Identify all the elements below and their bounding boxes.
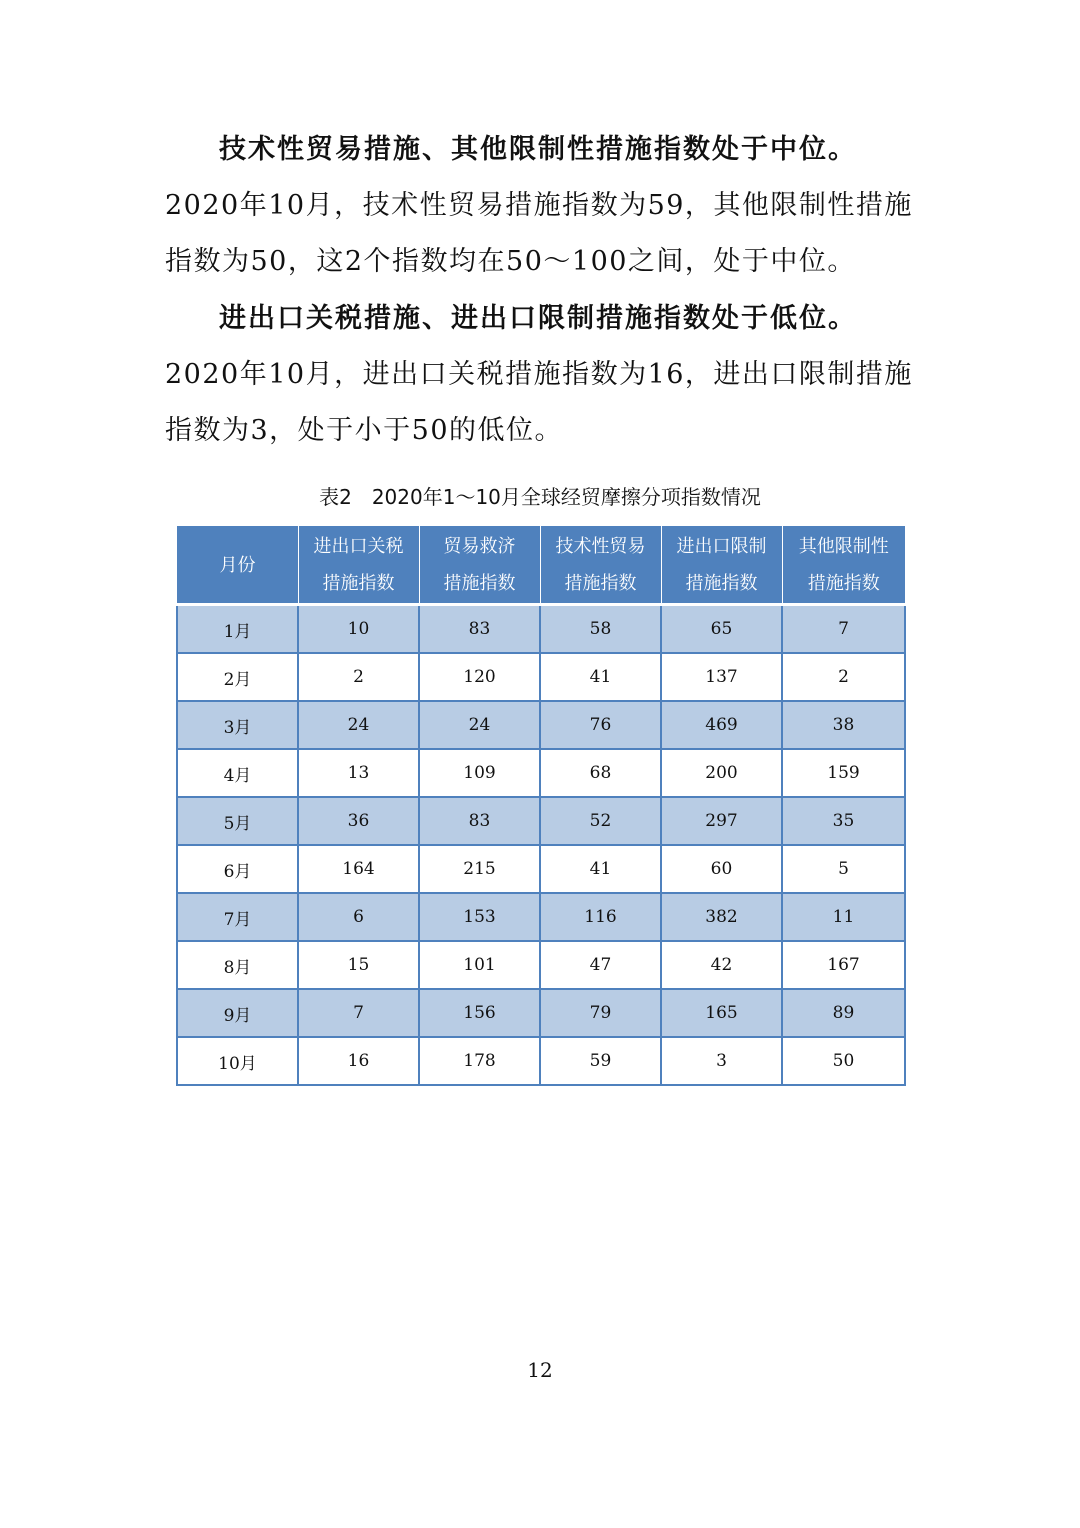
column-header-line: 措施指数 bbox=[322, 573, 395, 594]
table-row bbox=[177, 989, 905, 1037]
index-value-cell: 24 bbox=[419, 701, 540, 749]
index-value-cell: 58 bbox=[540, 605, 661, 654]
table-row bbox=[177, 749, 905, 797]
index-value-cell: 24 bbox=[298, 701, 419, 749]
index-value-cell: 52 bbox=[540, 797, 661, 845]
index-value-cell: 7 bbox=[298, 989, 419, 1037]
index-value-cell: 36 bbox=[298, 797, 419, 845]
index-value-cell: 120 bbox=[419, 653, 540, 701]
table-row bbox=[177, 653, 905, 701]
index-value-cell: 5 bbox=[782, 845, 905, 893]
index-value-cell: 153 bbox=[419, 893, 540, 941]
column-header bbox=[540, 527, 661, 605]
month-cell: 1月 bbox=[177, 605, 298, 654]
index-value-cell: 41 bbox=[540, 653, 661, 701]
paragraph-body: 2020年10月，进出口关税措施指数为16，进出口限制措施指数为3，处于小于50的低位。 bbox=[165, 359, 913, 446]
paragraph-technical-measures bbox=[165, 122, 917, 290]
index-value-cell: 167 bbox=[782, 941, 905, 989]
table-row bbox=[177, 701, 905, 749]
index-value-cell: 101 bbox=[419, 941, 540, 989]
table-row bbox=[177, 1037, 905, 1085]
index-value-cell: 297 bbox=[661, 797, 782, 845]
index-value-cell: 137 bbox=[661, 653, 782, 701]
month-cell: 6月 bbox=[177, 845, 298, 893]
index-table bbox=[176, 526, 906, 1086]
index-value-cell: 50 bbox=[782, 1037, 905, 1085]
paragraph-lead: 技术性贸易措施、其他限制性措施指数处于中位。 bbox=[219, 134, 857, 165]
column-header-line: 措施指数 bbox=[685, 573, 758, 594]
index-value-cell: 65 bbox=[661, 605, 782, 654]
index-value-cell: 89 bbox=[782, 989, 905, 1037]
column-header bbox=[298, 527, 419, 605]
index-value-cell: 59 bbox=[540, 1037, 661, 1085]
table-caption: 表2 2020年1～10月全球经贸摩擦分项指数情况 bbox=[319, 485, 761, 509]
column-header-line: 措施指数 bbox=[443, 573, 516, 594]
index-value-cell: 41 bbox=[540, 845, 661, 893]
column-header bbox=[782, 527, 905, 605]
column-header-line: 措施指数 bbox=[564, 573, 637, 594]
month-cell: 7月 bbox=[177, 893, 298, 941]
table-row bbox=[177, 797, 905, 845]
month-cell: 5月 bbox=[177, 797, 298, 845]
column-header-line: 贸易救济 bbox=[443, 536, 516, 557]
table-row bbox=[177, 941, 905, 989]
index-value-cell: 79 bbox=[540, 989, 661, 1037]
index-value-cell: 83 bbox=[419, 605, 540, 654]
table-row bbox=[177, 605, 905, 654]
column-header-line: 进出口关税 bbox=[313, 536, 404, 557]
index-value-cell: 156 bbox=[419, 989, 540, 1037]
column-header-line: 其他限制性 bbox=[798, 536, 889, 557]
month-cell: 9月 bbox=[177, 989, 298, 1037]
paragraph-tariff-measures bbox=[165, 291, 917, 459]
index-value-cell: 2 bbox=[298, 653, 419, 701]
month-cell: 8月 bbox=[177, 941, 298, 989]
index-value-cell: 11 bbox=[782, 893, 905, 941]
month-cell: 4月 bbox=[177, 749, 298, 797]
index-value-cell: 13 bbox=[298, 749, 419, 797]
month-cell: 3月 bbox=[177, 701, 298, 749]
index-value-cell: 215 bbox=[419, 845, 540, 893]
index-value-cell: 38 bbox=[782, 701, 905, 749]
column-header bbox=[661, 527, 782, 605]
paragraph-lead: 进出口关税措施、进出口限制措施指数处于低位。 bbox=[219, 303, 857, 334]
index-value-cell: 6 bbox=[298, 893, 419, 941]
index-value-cell: 159 bbox=[782, 749, 905, 797]
index-value-cell: 42 bbox=[661, 941, 782, 989]
index-value-cell: 164 bbox=[298, 845, 419, 893]
column-header-line: 进出口限制 bbox=[676, 536, 767, 557]
column-header-line: 技术性贸易 bbox=[555, 536, 646, 557]
month-cell: 10月 bbox=[177, 1037, 298, 1085]
index-value-cell: 35 bbox=[782, 797, 905, 845]
index-value-cell: 15 bbox=[298, 941, 419, 989]
index-value-cell: 165 bbox=[661, 989, 782, 1037]
index-value-cell: 68 bbox=[540, 749, 661, 797]
index-value-cell: 3 bbox=[661, 1037, 782, 1085]
index-value-cell: 83 bbox=[419, 797, 540, 845]
table-body bbox=[177, 605, 905, 1086]
table-row bbox=[177, 893, 905, 941]
index-value-cell: 2 bbox=[782, 653, 905, 701]
table-row bbox=[177, 845, 905, 893]
index-value-cell: 47 bbox=[540, 941, 661, 989]
index-value-cell: 109 bbox=[419, 749, 540, 797]
index-value-cell: 76 bbox=[540, 701, 661, 749]
column-header bbox=[419, 527, 540, 605]
index-value-cell: 16 bbox=[298, 1037, 419, 1085]
index-value-cell: 116 bbox=[540, 893, 661, 941]
column-header-line: 措施指数 bbox=[807, 573, 880, 594]
index-value-cell: 469 bbox=[661, 701, 782, 749]
column-header-line: 月份 bbox=[219, 554, 256, 576]
index-value-cell: 7 bbox=[782, 605, 905, 654]
table-header-row bbox=[177, 527, 905, 605]
index-value-cell: 382 bbox=[661, 893, 782, 941]
index-value-cell: 200 bbox=[661, 749, 782, 797]
index-value-cell: 10 bbox=[298, 605, 419, 654]
index-value-cell: 60 bbox=[661, 845, 782, 893]
index-value-cell: 178 bbox=[419, 1037, 540, 1085]
month-cell: 2月 bbox=[177, 653, 298, 701]
paragraph-body: 2020年10月，技术性贸易措施指数为59，其他限制性措施指数为50，这2个指数均在50～100之间，处于中位。 bbox=[165, 190, 913, 277]
page-number: 12 bbox=[527, 1358, 553, 1382]
column-header bbox=[177, 527, 298, 605]
